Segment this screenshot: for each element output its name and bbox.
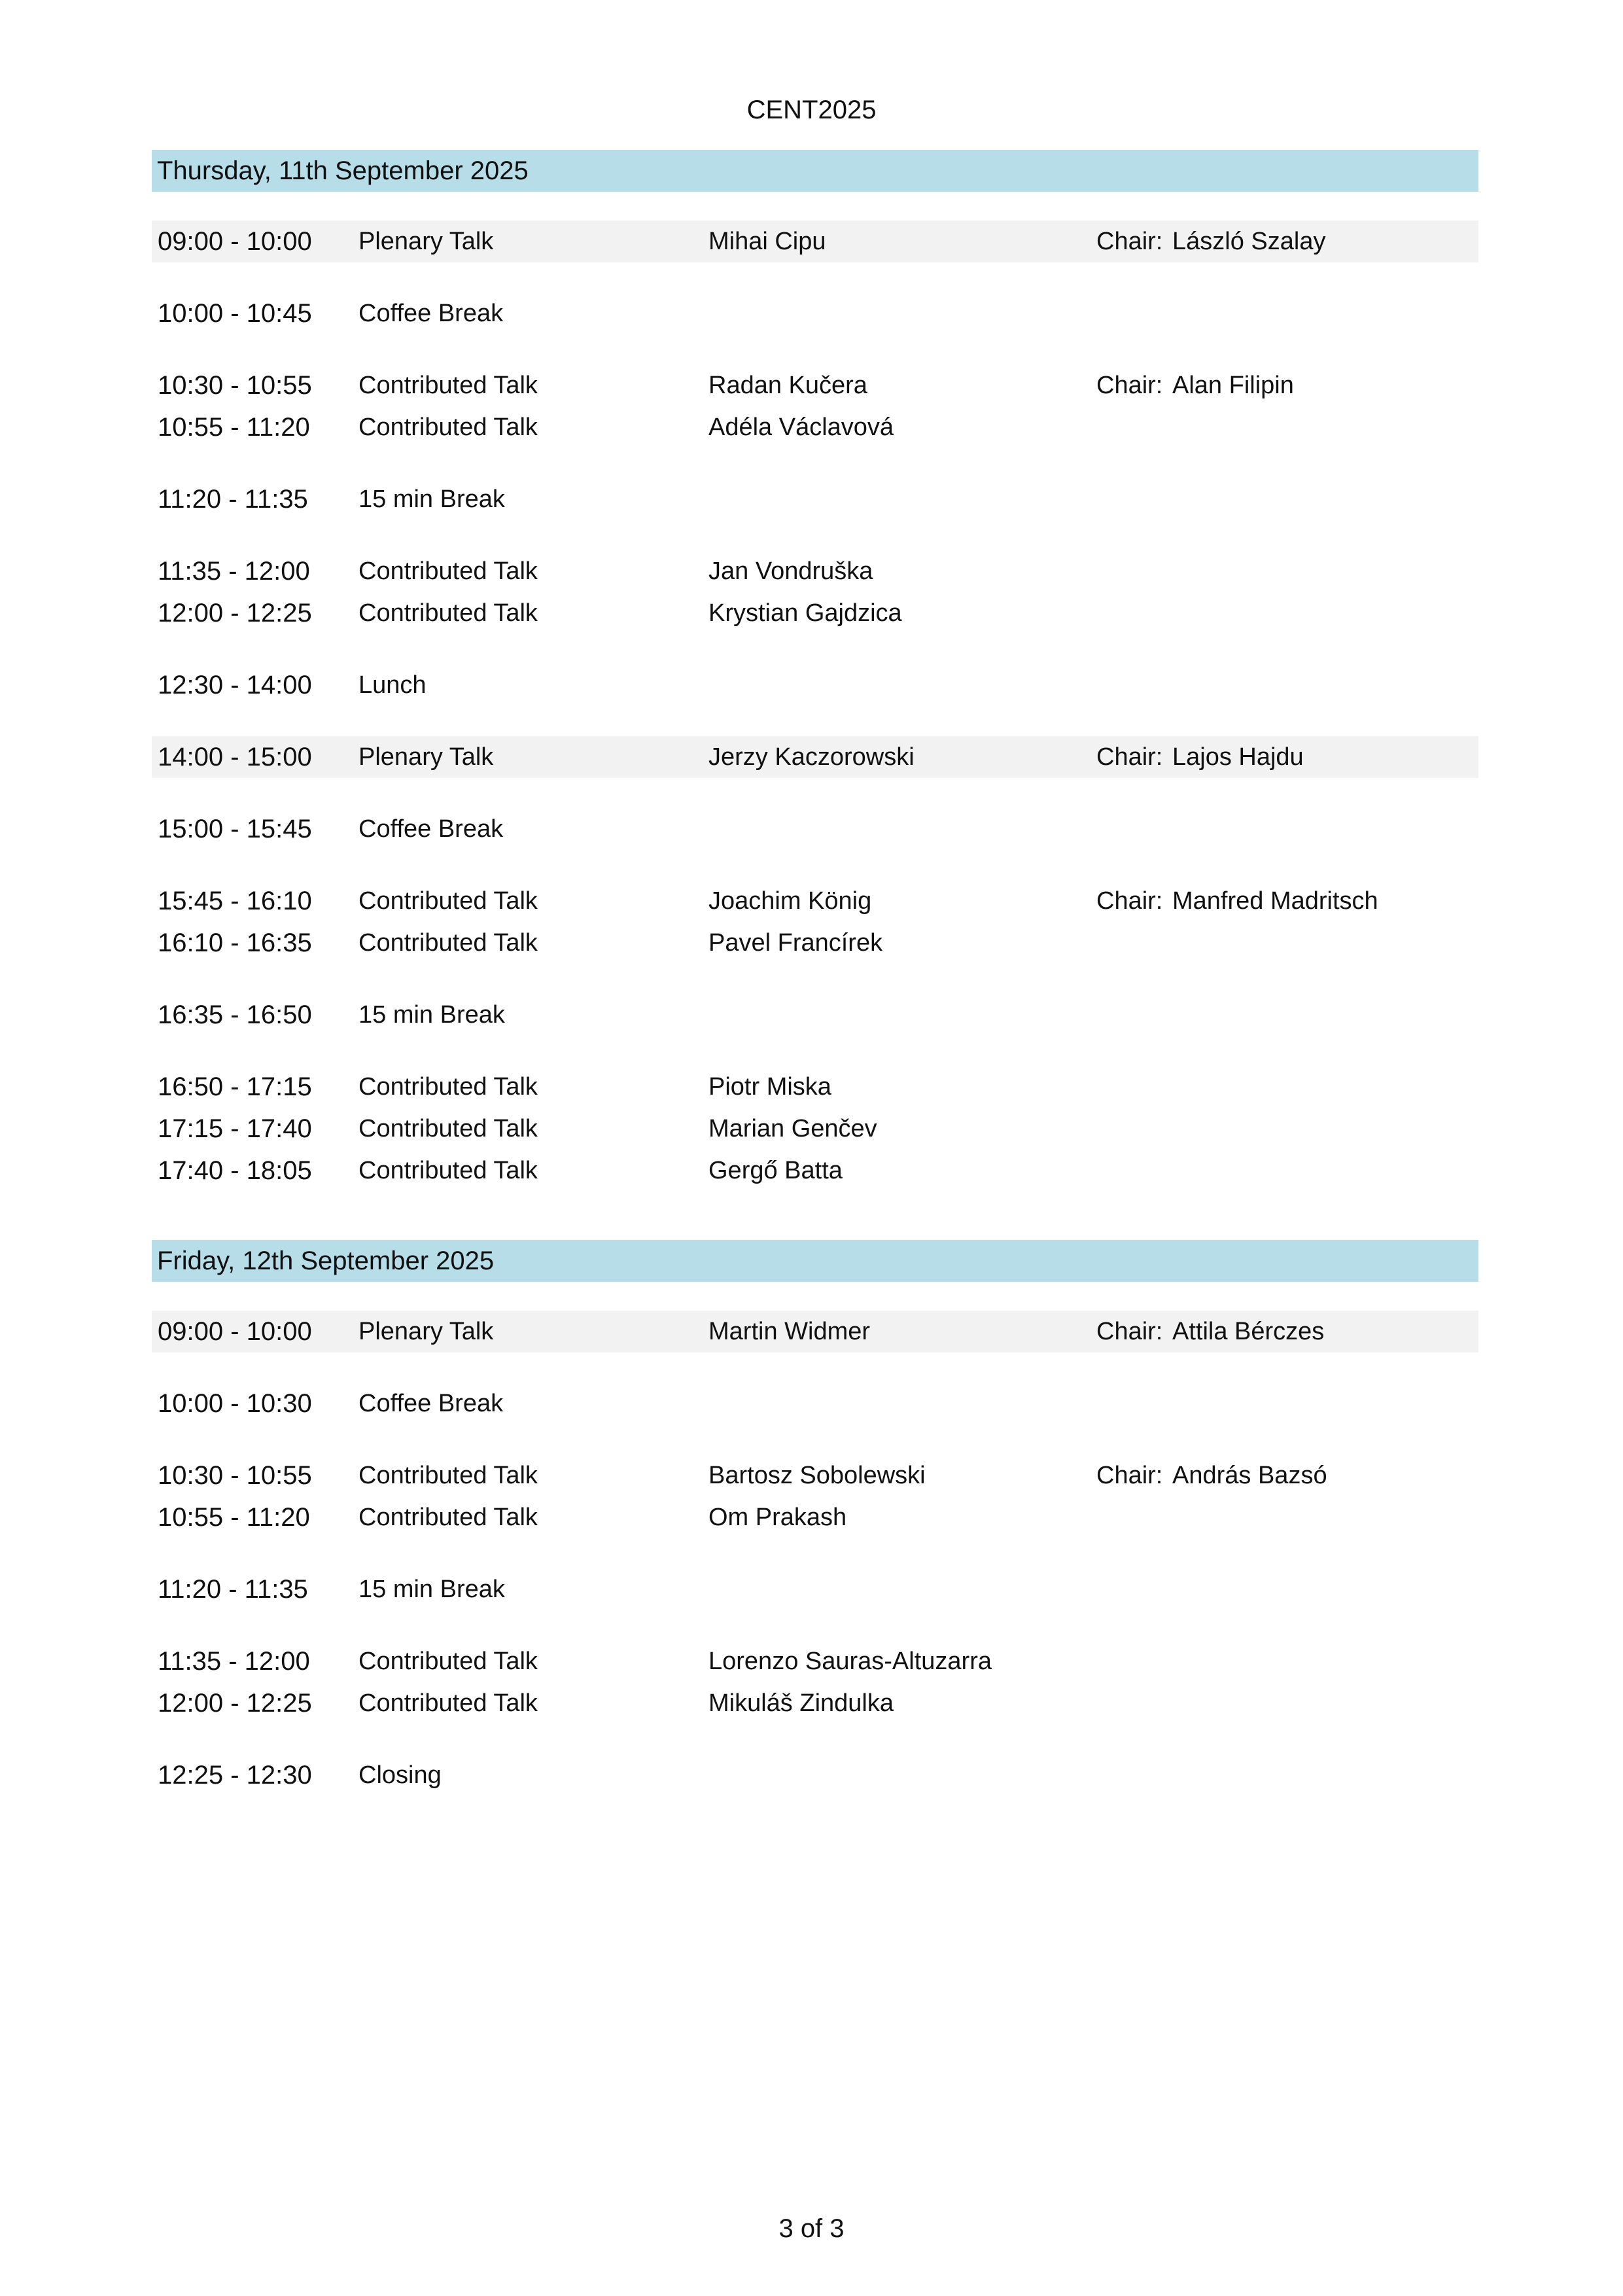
schedule-row — [152, 1754, 1478, 1796]
session-type: 15 min Break — [358, 486, 505, 513]
session-type: 15 min Break — [358, 1576, 505, 1603]
session-type: Plenary Talk — [358, 1318, 494, 1345]
session-type: Contributed Talk — [358, 557, 538, 585]
session-time: 11:20 - 11:35 — [158, 1575, 308, 1604]
schedule-row — [152, 664, 1478, 706]
session-time: 14:00 - 15:00 — [158, 743, 312, 771]
session-type: Contributed Talk — [358, 599, 538, 627]
session-time: 12:00 - 12:25 — [158, 599, 312, 627]
session-time: 11:35 - 12:00 — [158, 557, 310, 586]
schedule-row — [152, 880, 1478, 922]
session-time: 10:00 - 10:30 — [158, 1389, 312, 1418]
speaker-name: Piotr Miska — [708, 1073, 831, 1101]
session-type: Contributed Talk — [358, 929, 538, 957]
session-time: 10:55 - 11:20 — [158, 1503, 310, 1532]
schedule-row — [152, 808, 1478, 850]
schedule-row — [152, 1108, 1478, 1150]
chair-label: Chair: — [1096, 1318, 1163, 1345]
speaker-name: Bartosz Sobolewski — [708, 1462, 926, 1489]
chair-label: Chair: — [1096, 228, 1163, 255]
chair-name: Manfred Madritsch — [1172, 887, 1378, 915]
session-type: Plenary Talk — [358, 228, 494, 255]
speaker-name: Mikuláš Zindulka — [708, 1689, 894, 1717]
speaker-name: Pavel Francírek — [708, 929, 883, 957]
session-time: 11:35 - 12:00 — [158, 1647, 310, 1676]
session-time: 09:00 - 10:00 — [158, 227, 312, 256]
session-time: 12:30 - 14:00 — [158, 671, 312, 699]
session-type: Contributed Talk — [358, 372, 538, 399]
speaker-name: Jerzy Kaczorowski — [708, 743, 915, 771]
session-type: Closing — [358, 1761, 442, 1789]
schedule-row — [152, 922, 1478, 964]
speaker-name: Radan Kučera — [708, 372, 867, 399]
session-type: Coffee Break — [358, 1390, 504, 1417]
speaker-name: Krystian Gajdzica — [708, 599, 902, 627]
schedule-row — [152, 592, 1478, 634]
session-type: Coffee Break — [358, 815, 504, 843]
session-type: Lunch — [358, 671, 427, 699]
chair-name: András Bazsó — [1172, 1462, 1327, 1489]
speaker-name: Jan Vondruška — [708, 557, 873, 585]
session-time: 15:00 - 15:45 — [158, 815, 312, 843]
speaker-name: Lorenzo Sauras-Altuzarra — [708, 1648, 992, 1675]
session-type: 15 min Break — [358, 1001, 505, 1029]
day-section — [152, 150, 1478, 1192]
session-time: 16:35 - 16:50 — [158, 1000, 312, 1029]
chair-label: Chair: — [1096, 372, 1163, 399]
chair-name: Lajos Hajdu — [1172, 743, 1304, 771]
session-time: 10:55 - 11:20 — [158, 413, 310, 442]
chair-label: Chair: — [1096, 887, 1163, 915]
schedule-row — [152, 478, 1478, 520]
session-time: 10:00 - 10:45 — [158, 299, 312, 328]
session-time: 11:20 - 11:35 — [158, 485, 308, 514]
speaker-name: Om Prakash — [708, 1504, 847, 1531]
speaker-name: Marian Genčev — [708, 1115, 877, 1142]
day-section — [152, 1240, 1478, 1796]
session-time: 17:15 - 17:40 — [158, 1114, 312, 1143]
schedule-row — [152, 1150, 1478, 1192]
session-time: 10:30 - 10:55 — [158, 1461, 312, 1490]
session-type: Contributed Talk — [358, 1073, 538, 1101]
session-time: 12:25 - 12:30 — [158, 1761, 312, 1790]
session-type: Contributed Talk — [358, 1462, 538, 1489]
session-type: Coffee Break — [358, 300, 504, 327]
session-type: Plenary Talk — [358, 743, 494, 771]
schedule-row — [152, 292, 1478, 334]
session-type: Contributed Talk — [358, 1157, 538, 1184]
session-type: Contributed Talk — [358, 1648, 538, 1675]
day-header: Friday, 12th September 2025 — [152, 1240, 1478, 1282]
chair-name: Alan Filipin — [1172, 372, 1294, 399]
schedule-row — [152, 1682, 1478, 1724]
session-time: 12:00 - 12:25 — [158, 1689, 312, 1718]
chair-name: Attila Bérczes — [1172, 1318, 1325, 1345]
session-type: Contributed Talk — [358, 887, 538, 915]
speaker-name: Adéla Václavová — [708, 414, 894, 441]
session-time: 15:45 - 16:10 — [158, 887, 312, 915]
chair-label: Chair: — [1096, 743, 1163, 771]
session-time: 17:40 - 18:05 — [158, 1156, 312, 1185]
speaker-name: Gergő Batta — [708, 1157, 843, 1184]
session-type: Contributed Talk — [358, 1115, 538, 1142]
schedule-row — [152, 550, 1478, 592]
day-header: Thursday, 11th September 2025 — [152, 150, 1478, 192]
chair-name: László Szalay — [1172, 228, 1326, 255]
schedule-row — [152, 406, 1478, 448]
session-type: Contributed Talk — [358, 1689, 538, 1717]
page-number: 3 of 3 — [778, 2214, 845, 2243]
schedule — [152, 150, 1478, 1796]
schedule-row — [152, 1066, 1478, 1108]
schedule-row — [152, 1383, 1478, 1424]
schedule-row — [152, 994, 1478, 1036]
schedule-row — [152, 1311, 1478, 1352]
schedule-row — [152, 221, 1478, 262]
schedule-row — [152, 1568, 1478, 1610]
schedule-row — [152, 736, 1478, 778]
session-time: 10:30 - 10:55 — [158, 371, 312, 400]
session-time: 16:10 - 16:35 — [158, 928, 312, 957]
speaker-name: Martin Widmer — [708, 1318, 871, 1345]
session-type: Contributed Talk — [358, 414, 538, 441]
session-type: Contributed Talk — [358, 1504, 538, 1531]
schedule-row — [152, 1640, 1478, 1682]
schedule-row — [152, 1455, 1478, 1496]
session-time: 16:50 - 17:15 — [158, 1072, 312, 1101]
schedule-row — [152, 364, 1478, 406]
speaker-name: Mihai Cipu — [708, 228, 826, 255]
chair-label: Chair: — [1096, 1462, 1163, 1489]
page-title: CENT2025 — [746, 96, 877, 124]
schedule-row — [152, 1496, 1478, 1538]
session-time: 09:00 - 10:00 — [158, 1317, 312, 1346]
speaker-name: Joachim König — [708, 887, 872, 915]
